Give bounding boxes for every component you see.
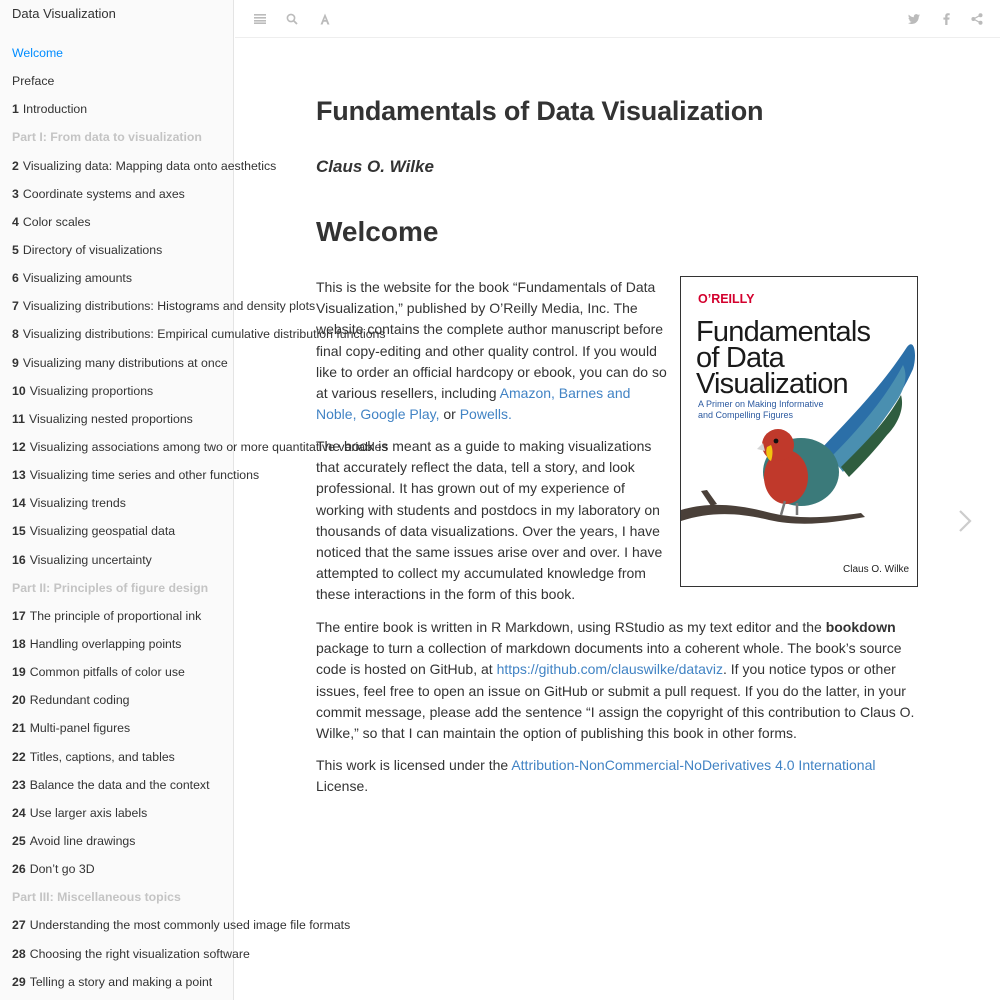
- sidebar-item-label: Handling overlapping points: [29, 636, 182, 651]
- chapter-number: 13: [12, 468, 26, 483]
- cover-title-line1: Fundamentals: [696, 316, 871, 348]
- intro-paragraph: This is the website for the book “Fundamentals of Data Visualization,” published by O’Reilly Media, Inc. The website contains the complete author manuscript before final copy-editing and other quality control. If you would like to order an official hardcopy or ebook, you can do so at various resellers, including Amazon, Barnes and Noble, Google Play, or Powells.: [316, 279, 667, 423]
- sidebar-item[interactable]: [0, 39, 233, 67]
- font-settings-icon[interactable]: [316, 10, 334, 28]
- chapter-number: 18: [12, 636, 26, 651]
- chapter-number: 7: [12, 299, 19, 314]
- sidebar-item[interactable]: [0, 686, 233, 714]
- next-page-arrow-icon[interactable]: [954, 507, 976, 535]
- sidebar-item-label: Use larger axis labels: [29, 805, 148, 820]
- sidebar-title[interactable]: Data Visualization: [12, 6, 116, 21]
- chapter-number: 19: [12, 665, 26, 680]
- chapter-number: 4: [12, 214, 19, 229]
- github-link[interactable]: https://github.com/clauswilke/dataviz: [496, 661, 724, 678]
- chapter-number: 22: [12, 749, 26, 764]
- book-cover-image: [680, 276, 918, 587]
- sidebar-item-label: Visualizing associations among two or more quantitative variables: [29, 439, 388, 454]
- purpose-paragraph: The book is meant as a guide to making visualizations that accurately reflect the data, tell a story, and look professional. It has grown out of my experience of working with students and postdocs in my laboratory on thousands of data visualizations. Over the years, I have noticed that the same issues arise over and over. I have attempted to collect my accumulated knowledge from these interactions in the form of this book.: [316, 438, 663, 603]
- sidebar-item-label: Directory of visualizations: [22, 242, 163, 257]
- sidebar-item-label: Visualizing proportions: [29, 383, 154, 398]
- author-name: Claus O. Wilke: [316, 157, 434, 176]
- cover-subtitle-line1: A Primer on Making Informative: [698, 399, 824, 409]
- sidebar-item-label: Welcome: [12, 46, 64, 60]
- sidebar-item-label: Avoid line drawings: [29, 833, 136, 848]
- chapter-number: 14: [12, 496, 26, 511]
- sidebar-item[interactable]: [0, 771, 233, 799]
- top-toolbar: [235, 0, 1000, 38]
- facebook-icon[interactable]: [937, 10, 955, 28]
- sidebar-part-heading: [0, 883, 233, 911]
- cover-publisher: O’REILLY: [698, 292, 755, 306]
- book-title: Fundamentals of Data Visualization: [316, 96, 764, 126]
- sidebar-part-heading: [0, 574, 233, 602]
- sidebar-item-label: Telling a story and making a point: [29, 974, 213, 989]
- sidebar-item[interactable]: [0, 855, 233, 883]
- sidebar-item[interactable]: [0, 95, 233, 123]
- sidebar-item[interactable]: [0, 911, 351, 939]
- sidebar-item-label: Visualizing data: Mapping data onto aesthetics: [22, 158, 277, 173]
- sidebar-item[interactable]: [0, 236, 233, 264]
- chapter-number: 27: [12, 918, 26, 933]
- sidebar-item-label: Understanding the most commonly used image file formats: [29, 918, 351, 933]
- sidebar-item[interactable]: [0, 320, 386, 348]
- source-paragraph: The entire book is written in R Markdown, using RStudio as my text editor and the bookdown package to turn a collection of markdown documents into a coherent whole. The book’s source code is hosted on GitHub, at https://github.com/clauswilke/dataviz. If you notice typos or other issues, feel free to open an issue on GitHub or submit a pull request. If you do the latter, in your commit message, please add the sentence “I assign the copyright of this contribution to Claus O. Wilke,” so that I can maintain the option of publishing this book in other forms.: [316, 619, 915, 742]
- sidebar-item[interactable]: [0, 602, 233, 630]
- chapter-number: 29: [12, 974, 26, 989]
- cover-title-line2: of Data: [696, 342, 784, 374]
- barnes-and-noble-link[interactable]: Barnes and Noble,: [316, 385, 631, 423]
- sidebar-item[interactable]: [0, 968, 233, 996]
- sidebar-item-label: Multi-panel figures: [29, 721, 131, 736]
- sidebar-item[interactable]: [0, 489, 233, 517]
- chapter-number: 6: [12, 271, 19, 286]
- sidebar-part-heading: [0, 123, 233, 151]
- chapter-number: 1: [12, 102, 19, 117]
- powells-link[interactable]: Powells.: [459, 406, 512, 423]
- license-link[interactable]: Attribution-NonCommercial-NoDerivatives 4.0 International: [511, 757, 876, 773]
- sidebar-item[interactable]: [0, 940, 250, 968]
- chapter-number: 24: [12, 805, 26, 820]
- sidebar-item-label: Choosing the right visualization software: [29, 946, 250, 961]
- cover-author: Claus O. Wilke: [843, 564, 910, 575]
- search-icon[interactable]: [283, 10, 301, 28]
- sidebar-item[interactable]: [0, 208, 233, 236]
- chapter-number: 25: [12, 833, 26, 848]
- sidebar-item-label: Part I: From data to visualization: [12, 130, 202, 145]
- sidebar-item-label: Color scales: [22, 214, 91, 229]
- sidebar-item[interactable]: [0, 264, 233, 292]
- sidebar-item[interactable]: [0, 405, 233, 433]
- sidebar-item-label: Visualizing nested proportions: [29, 411, 193, 426]
- chapter-number: 20: [12, 693, 26, 708]
- chapter-number: 10: [12, 383, 26, 398]
- chapter-number: 26: [12, 862, 26, 877]
- chapter-number: 21: [12, 721, 26, 736]
- sidebar-item[interactable]: [0, 461, 260, 489]
- sidebar-item[interactable]: [0, 827, 233, 855]
- chapter-number: 16: [12, 552, 26, 567]
- sidebar-item-label: Visualizing distributions: Histograms and density plots: [22, 299, 316, 314]
- sidebar-item-label: Visualizing many distributions at once: [22, 355, 228, 370]
- sidebar-item[interactable]: [0, 546, 233, 574]
- share-icon[interactable]: [968, 10, 986, 28]
- sidebar-item[interactable]: [0, 377, 233, 405]
- sidebar-item-label: Visualizing trends: [29, 496, 126, 511]
- sidebar-item-label: Coordinate systems and axes: [22, 186, 185, 201]
- chapter-number: 17: [12, 608, 26, 623]
- chapter-number: 5: [12, 242, 19, 257]
- sidebar-item-label: Part II: Principles of figure design: [12, 580, 209, 595]
- chapter-number: 9: [12, 355, 19, 370]
- chapter-number: 23: [12, 777, 26, 792]
- chapter-number: 8: [12, 327, 19, 342]
- chapter-number: 11: [12, 411, 25, 426]
- sidebar-item[interactable]: [0, 152, 277, 180]
- sidebar-item-label: Visualizing uncertainty: [29, 552, 152, 567]
- section-heading: Welcome: [316, 216, 439, 247]
- twitter-icon[interactable]: [905, 10, 923, 28]
- cover-title-line3: Visualization: [696, 368, 848, 400]
- chapter-number: 15: [12, 524, 26, 539]
- sidebar-item[interactable]: [0, 349, 233, 377]
- google-play-link[interactable]: Google Play,: [360, 406, 440, 423]
- license-paragraph: This work is licensed under the Attribution-NonCommercial-NoDerivatives 4.0 International License.: [316, 757, 876, 795]
- sidebar-item-label: Titles, captions, and tables: [29, 749, 175, 764]
- sidebar-item[interactable]: [0, 433, 388, 461]
- sidebar-item-label: Part III: Miscellaneous topics: [12, 890, 181, 905]
- sidebar-item-label: Redundant coding: [29, 693, 130, 708]
- sidebar-item-label: Preface: [12, 74, 55, 89]
- sidebar-item[interactable]: [0, 743, 233, 771]
- chapter-number: 28: [12, 946, 26, 961]
- sidebar-item[interactable]: [0, 799, 233, 827]
- chapter-number: 3: [12, 186, 19, 201]
- sidebar-item-label: Visualizing distributions: Empirical cumulative distribution functions: [22, 327, 386, 342]
- sidebar-item[interactable]: [0, 714, 233, 742]
- sidebar-item-label: Visualizing time series and other functions: [29, 468, 260, 483]
- menu-icon[interactable]: [251, 10, 269, 28]
- sidebar-item-label: Balance the data and the context: [29, 777, 210, 792]
- sidebar-item-label: Common pitfalls of color use: [29, 665, 185, 680]
- sidebar-item[interactable]: [0, 517, 233, 545]
- chapter-number: 12: [12, 439, 26, 454]
- sidebar-item-label: Introduction: [22, 102, 88, 117]
- sidebar-item-label: The principle of proportional ink: [29, 608, 202, 623]
- sidebar-item[interactable]: [0, 67, 233, 95]
- amazon-link[interactable]: Amazon,: [499, 385, 555, 402]
- sidebar-item-label: Visualizing amounts: [22, 271, 132, 286]
- cover-subtitle-line2: and Compelling Figures: [698, 410, 794, 420]
- chapter-number: 2: [12, 158, 19, 173]
- sidebar-item[interactable]: [0, 630, 233, 658]
- sidebar-item[interactable]: [0, 292, 316, 320]
- sidebar-item-label: Don’t go 3D: [29, 862, 95, 877]
- sidebar-item-label: Visualizing geospatial data: [29, 524, 176, 539]
- sidebar-item[interactable]: [0, 658, 233, 686]
- sidebar-item[interactable]: [0, 180, 233, 208]
